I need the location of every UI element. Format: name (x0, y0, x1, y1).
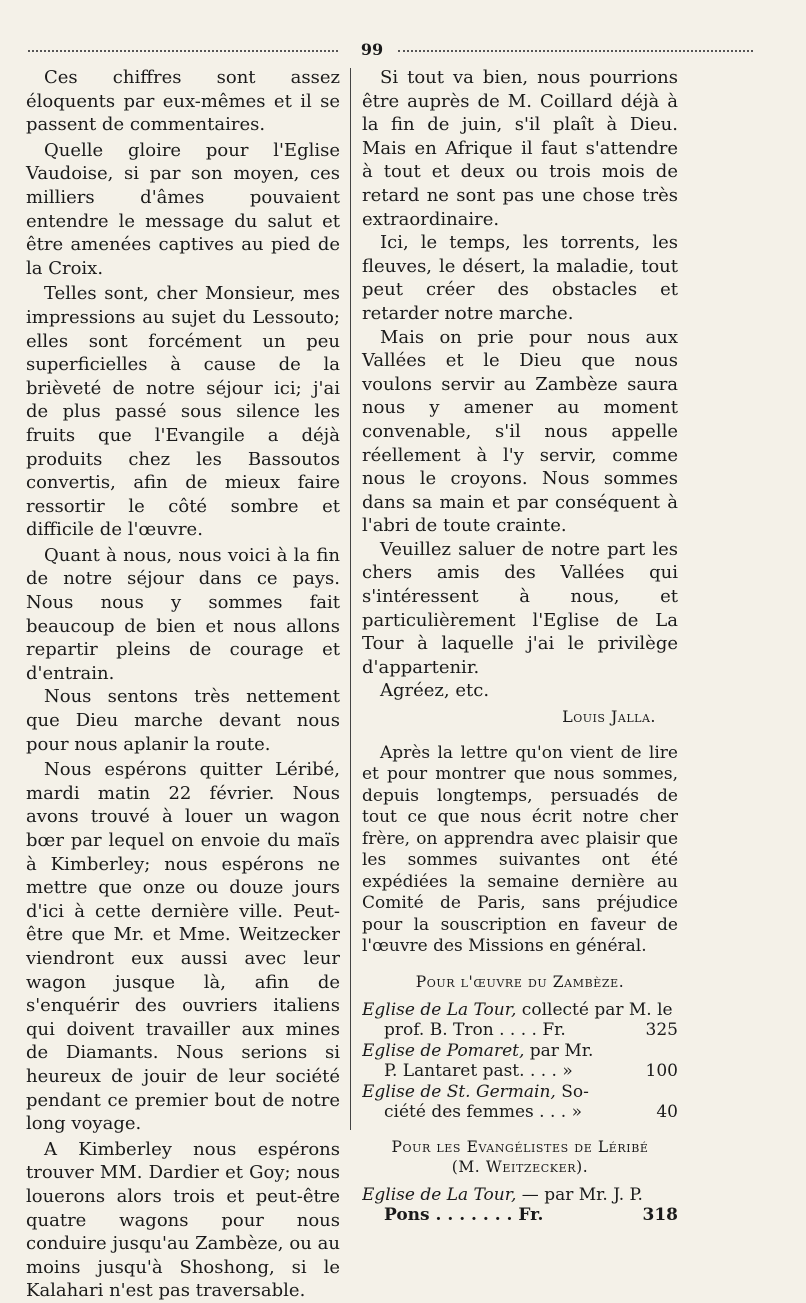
paragraph: Ces chiffres sont assez éloquents par eux-mêmes et il se passent de commentaires. (26, 67, 340, 136)
page-header (28, 40, 778, 62)
entry-detail: — par Mr. J. P. (516, 1184, 643, 1205)
paragraph: Veuillez saluer de notre part les chers amis des Vallées qui s'intéressent à nous, et particulièrement l'Eglise de La Tour à laquelle j'ai le privilège d'appartenir. (362, 538, 678, 678)
donation-entry (362, 1041, 678, 1082)
entry-detail: So- (555, 1081, 589, 1102)
amount: 325 (645, 1020, 678, 1041)
entry-detail: collecté par M. le (516, 999, 673, 1020)
church-name: Eglise de La Tour, (362, 999, 517, 1020)
paragraph: Ici, le temps, les torrents, les fleuves, le désert, la maladie, tout peut créer des obstacles et retarder notre marche. (362, 232, 678, 324)
editor-note-text: Après la lettre qu'on vient de lire et pour montrer que nous sommes, depuis longtemps, persuadés de tout ce que nous écrit notre cher frère, on apprendra avec plaisir que les sommes suivantes ont été expédiées la semaine dernière au Comité de Paris, sans préjudice pour la souscription en faveur de l'œuvre des Missions en général. (362, 742, 678, 957)
section-title-line: (M. Weitzecker). (451, 1157, 589, 1176)
amount: 318 (642, 1205, 678, 1226)
paragraph: Mais on prie pour nous aux Vallées et le Dieu que nous voulons servir au Zambèze saura nous y amener au moment convenable, s'il nous appelle réellement à l'y servir, comme nous le croyons. Nous sommes dans sa main et par conséquent à l'abri de toute crainte. (362, 326, 678, 537)
section-title-zambeze: Pour l'œuvre du Zambèze. (415, 972, 625, 991)
section-title-line: Pour les Evangélistes de Léribé (391, 1137, 649, 1156)
amount: 40 (656, 1102, 678, 1123)
editor-note (362, 743, 678, 958)
closing: Agréez, etc. (380, 680, 490, 702)
entry-detail: ciété des femmes . . . » (384, 1102, 582, 1123)
paragraph: Quelle gloire pour l'Eglise Vaudoise, si par son moyen, ces milliers d'âmes pouvaient entendre le message du salut et être amenées captives au pied de la Croix. (26, 139, 340, 279)
paragraph: Nous espérons quitter Léribé, mardi matin 22 février. Nous avons trouvé à louer un wagon bœr par lequel on envoie du maïs à Kimberley; nous espérons ne mettre que onze ou douze jours d'ici à cette dernière ville. Peut-être que Mr. et Mme. Weitzecker viendront eux aussi avec leur wagon jusque là, afin de s'enquérir des ouvriers italiens qui doivent travailler aux mines de Diamants. Nous serions si heureux de jouir de leur société pendant ce premier bout de notre long voyage. (26, 759, 340, 1135)
entry-detail: P. Lantaret past. . . . » (384, 1061, 573, 1082)
entry-detail: prof. B. Tron . . . . Fr. (384, 1020, 566, 1041)
header-rule-right (398, 50, 753, 56)
entry-detail: Pons . . . . . . . Fr. (384, 1205, 544, 1226)
header-rule-left (28, 50, 338, 56)
entry-detail: par Mr. (524, 1040, 594, 1061)
donation-entry (362, 1082, 678, 1123)
left-column (26, 66, 340, 1303)
section-title-leribe (362, 1137, 678, 1177)
church-name: Eglise de St. Germain, (362, 1081, 556, 1102)
paragraph: A Kimberley nous espérons trouver MM. Dardier et Goy; nous louerons alors trois et peut-être quatre wagons pour nous conduire jusqu'au Zambèze, ou au moins jusqu'à Shoshong, si le Kalahari n'est pas traversable. (26, 1138, 340, 1302)
paragraph: Si tout va bien, nous pourrions être auprès de M. Coillard déjà à la fin de juin, s'il plaît à Dieu. Mais en Afrique il faut s'attendre à tout et deux ou trois mois de retard ne sont pas une chose très extraordinaire. (362, 67, 678, 230)
right-column (362, 66, 678, 1226)
donation-entry (362, 1185, 678, 1226)
signature: Louis Jalla. (562, 707, 656, 727)
page-number: 99 (360, 40, 384, 59)
amount: 100 (645, 1061, 678, 1082)
paragraph: Telles sont, cher Monsieur, mes impressions au sujet du Lessouto; elles sont forcément un peu superficielles à cause de la brièveté de notre séjour ici; j'ai de plus passé sous silence les fruits que l'Evangile a déjà produits chez les Bassoutos convertis, afin de mieux faire ressortir le côté sombre et difficile de l'œuvre. (26, 283, 340, 541)
paragraph: Nous sentons très nettement que Dieu marche devant nous pour nous aplanir la route. (26, 686, 340, 755)
donation-entry (362, 1000, 678, 1041)
church-name: Eglise de Pomaret, (362, 1040, 525, 1061)
church-name: Eglise de La Tour, (362, 1184, 517, 1205)
paragraph: Quant à nous, nous voici à la fin de notre séjour dans ce pays. Nous nous y sommes fait beaucoup de bien et nous allons repartir pleins de courage et d'entrain. (26, 544, 340, 684)
column-divider (350, 68, 351, 1130)
